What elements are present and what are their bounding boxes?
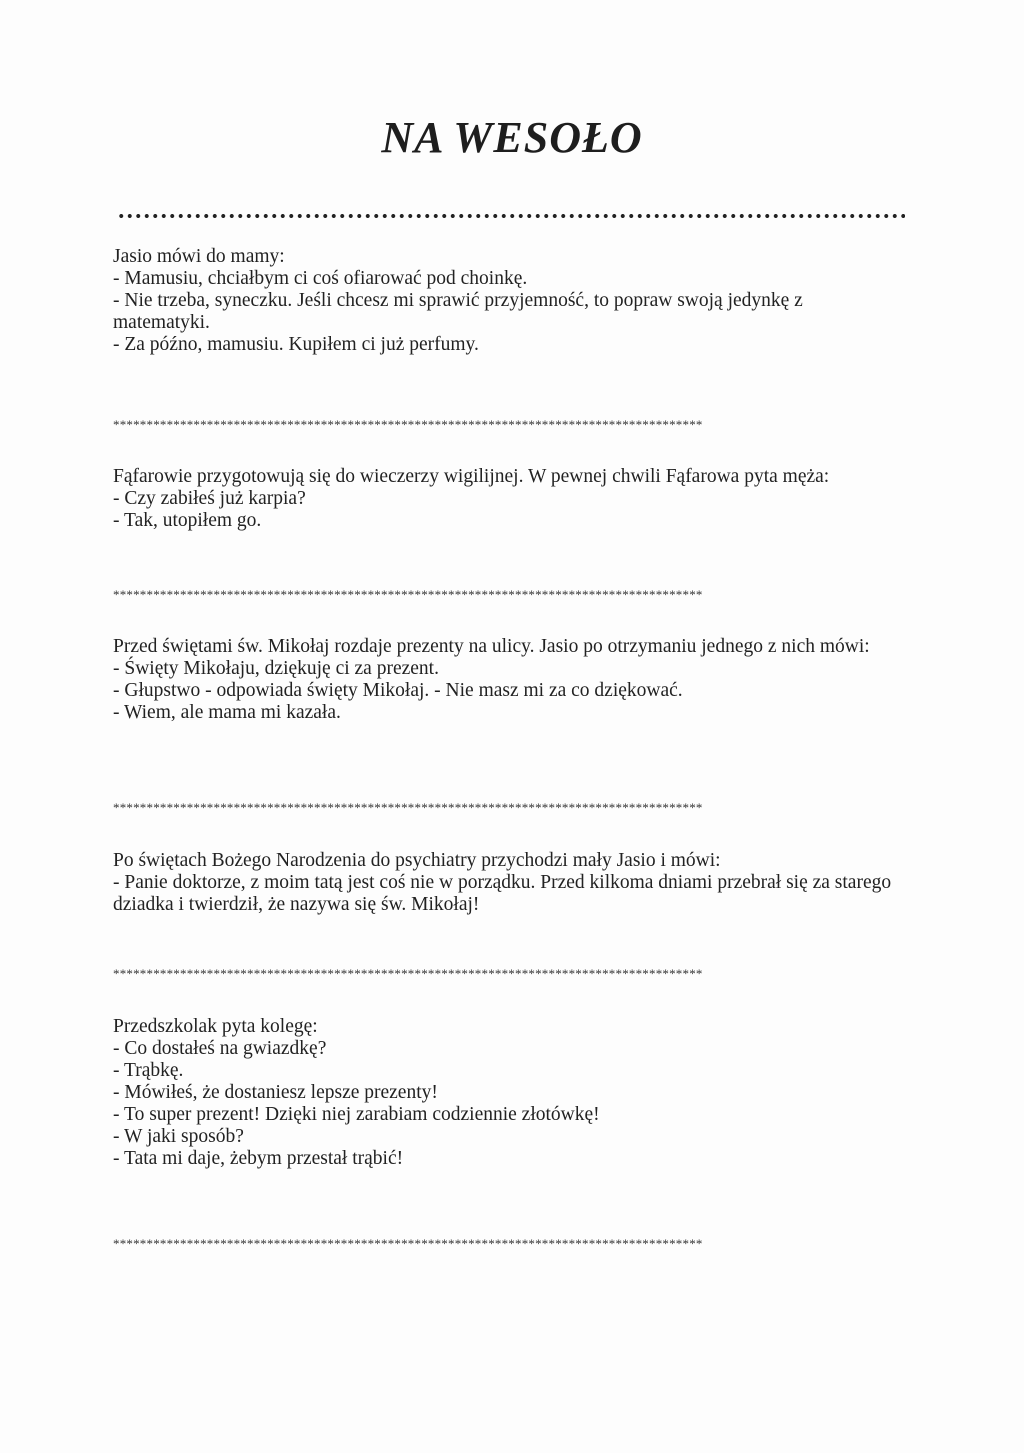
separator: **************************************************************************************** — [113, 800, 703, 815]
joke-line: - Tak, utopiłem go. — [113, 510, 262, 531]
separator: **************************************************************************************** — [113, 417, 703, 432]
joke-line: Jasio mówi do mamy: — [113, 246, 285, 267]
joke-line: - Za późno, mamusiu. Kupiłem ci już perfumy. — [113, 334, 479, 355]
joke-line: - Nie trzeba, syneczku. Jeśli chcesz mi sprawić przyjemność, to popraw swoją jedynkę z matematyki. — [113, 290, 803, 333]
joke-line: - To super prezent! Dzięki niej zarabiam codziennie złotówkę! — [113, 1104, 600, 1125]
joke-line: Fąfarowie przygotowują się do wieczerzy wigilijnej. W pewnej chwili Fąfarowa pyta męża: — [113, 466, 830, 487]
joke-line: Po świętach Bożego Narodzenia do psychiatry przychodzi mały Jasio i mówi: — [113, 850, 721, 871]
joke-4 — [113, 850, 903, 916]
joke-3 — [113, 636, 903, 724]
title-divider — [117, 212, 905, 220]
joke-line: - Głupstwo - odpowiada święty Mikołaj. - Nie masz mi za co dziękować. — [113, 680, 683, 701]
separator: **************************************************************************************** — [113, 587, 703, 602]
joke-line: - Czy zabiłeś już karpia? — [113, 488, 306, 509]
separator: **************************************************************************************** — [113, 966, 703, 981]
joke-line: Przedszkolak pyta kolegę: — [113, 1016, 318, 1037]
joke-line: - W jaki sposób? — [113, 1126, 244, 1147]
joke-line: - Panie doktorze, z moim tatą jest coś nie w porządku. Przed kilkoma dniami przebrał się za starego dziadka i twierdził, że nazywa się św. Mikołaj! — [113, 872, 892, 915]
page-title: NA WESOŁO — [381, 113, 643, 162]
joke-line: Przed świętami św. Mikołaj rozdaje prezenty na ulicy. Jasio po otrzymaniu jednego z nich mówi: — [113, 636, 870, 657]
joke-line: - Co dostałeś na gwiazdkę? — [113, 1038, 327, 1059]
joke-2 — [113, 466, 903, 532]
separator: **************************************************************************************** — [113, 1236, 703, 1251]
joke-line: - Mówiłeś, że dostaniesz lepsze prezenty! — [113, 1082, 438, 1103]
joke-line: - Trąbkę. — [113, 1060, 184, 1081]
joke-line: - Mamusiu, chciałbym ci coś ofiarować pod choinkę. — [113, 268, 528, 289]
joke-5 — [113, 1016, 903, 1170]
joke-line: - Święty Mikołaju, dziękuję ci za prezent. — [113, 658, 439, 679]
joke-line: - Wiem, ale mama mi kazała. — [113, 702, 341, 723]
joke-line: - Tata mi daje, żebym przestał trąbić! — [113, 1148, 404, 1169]
joke-1 — [113, 246, 903, 356]
